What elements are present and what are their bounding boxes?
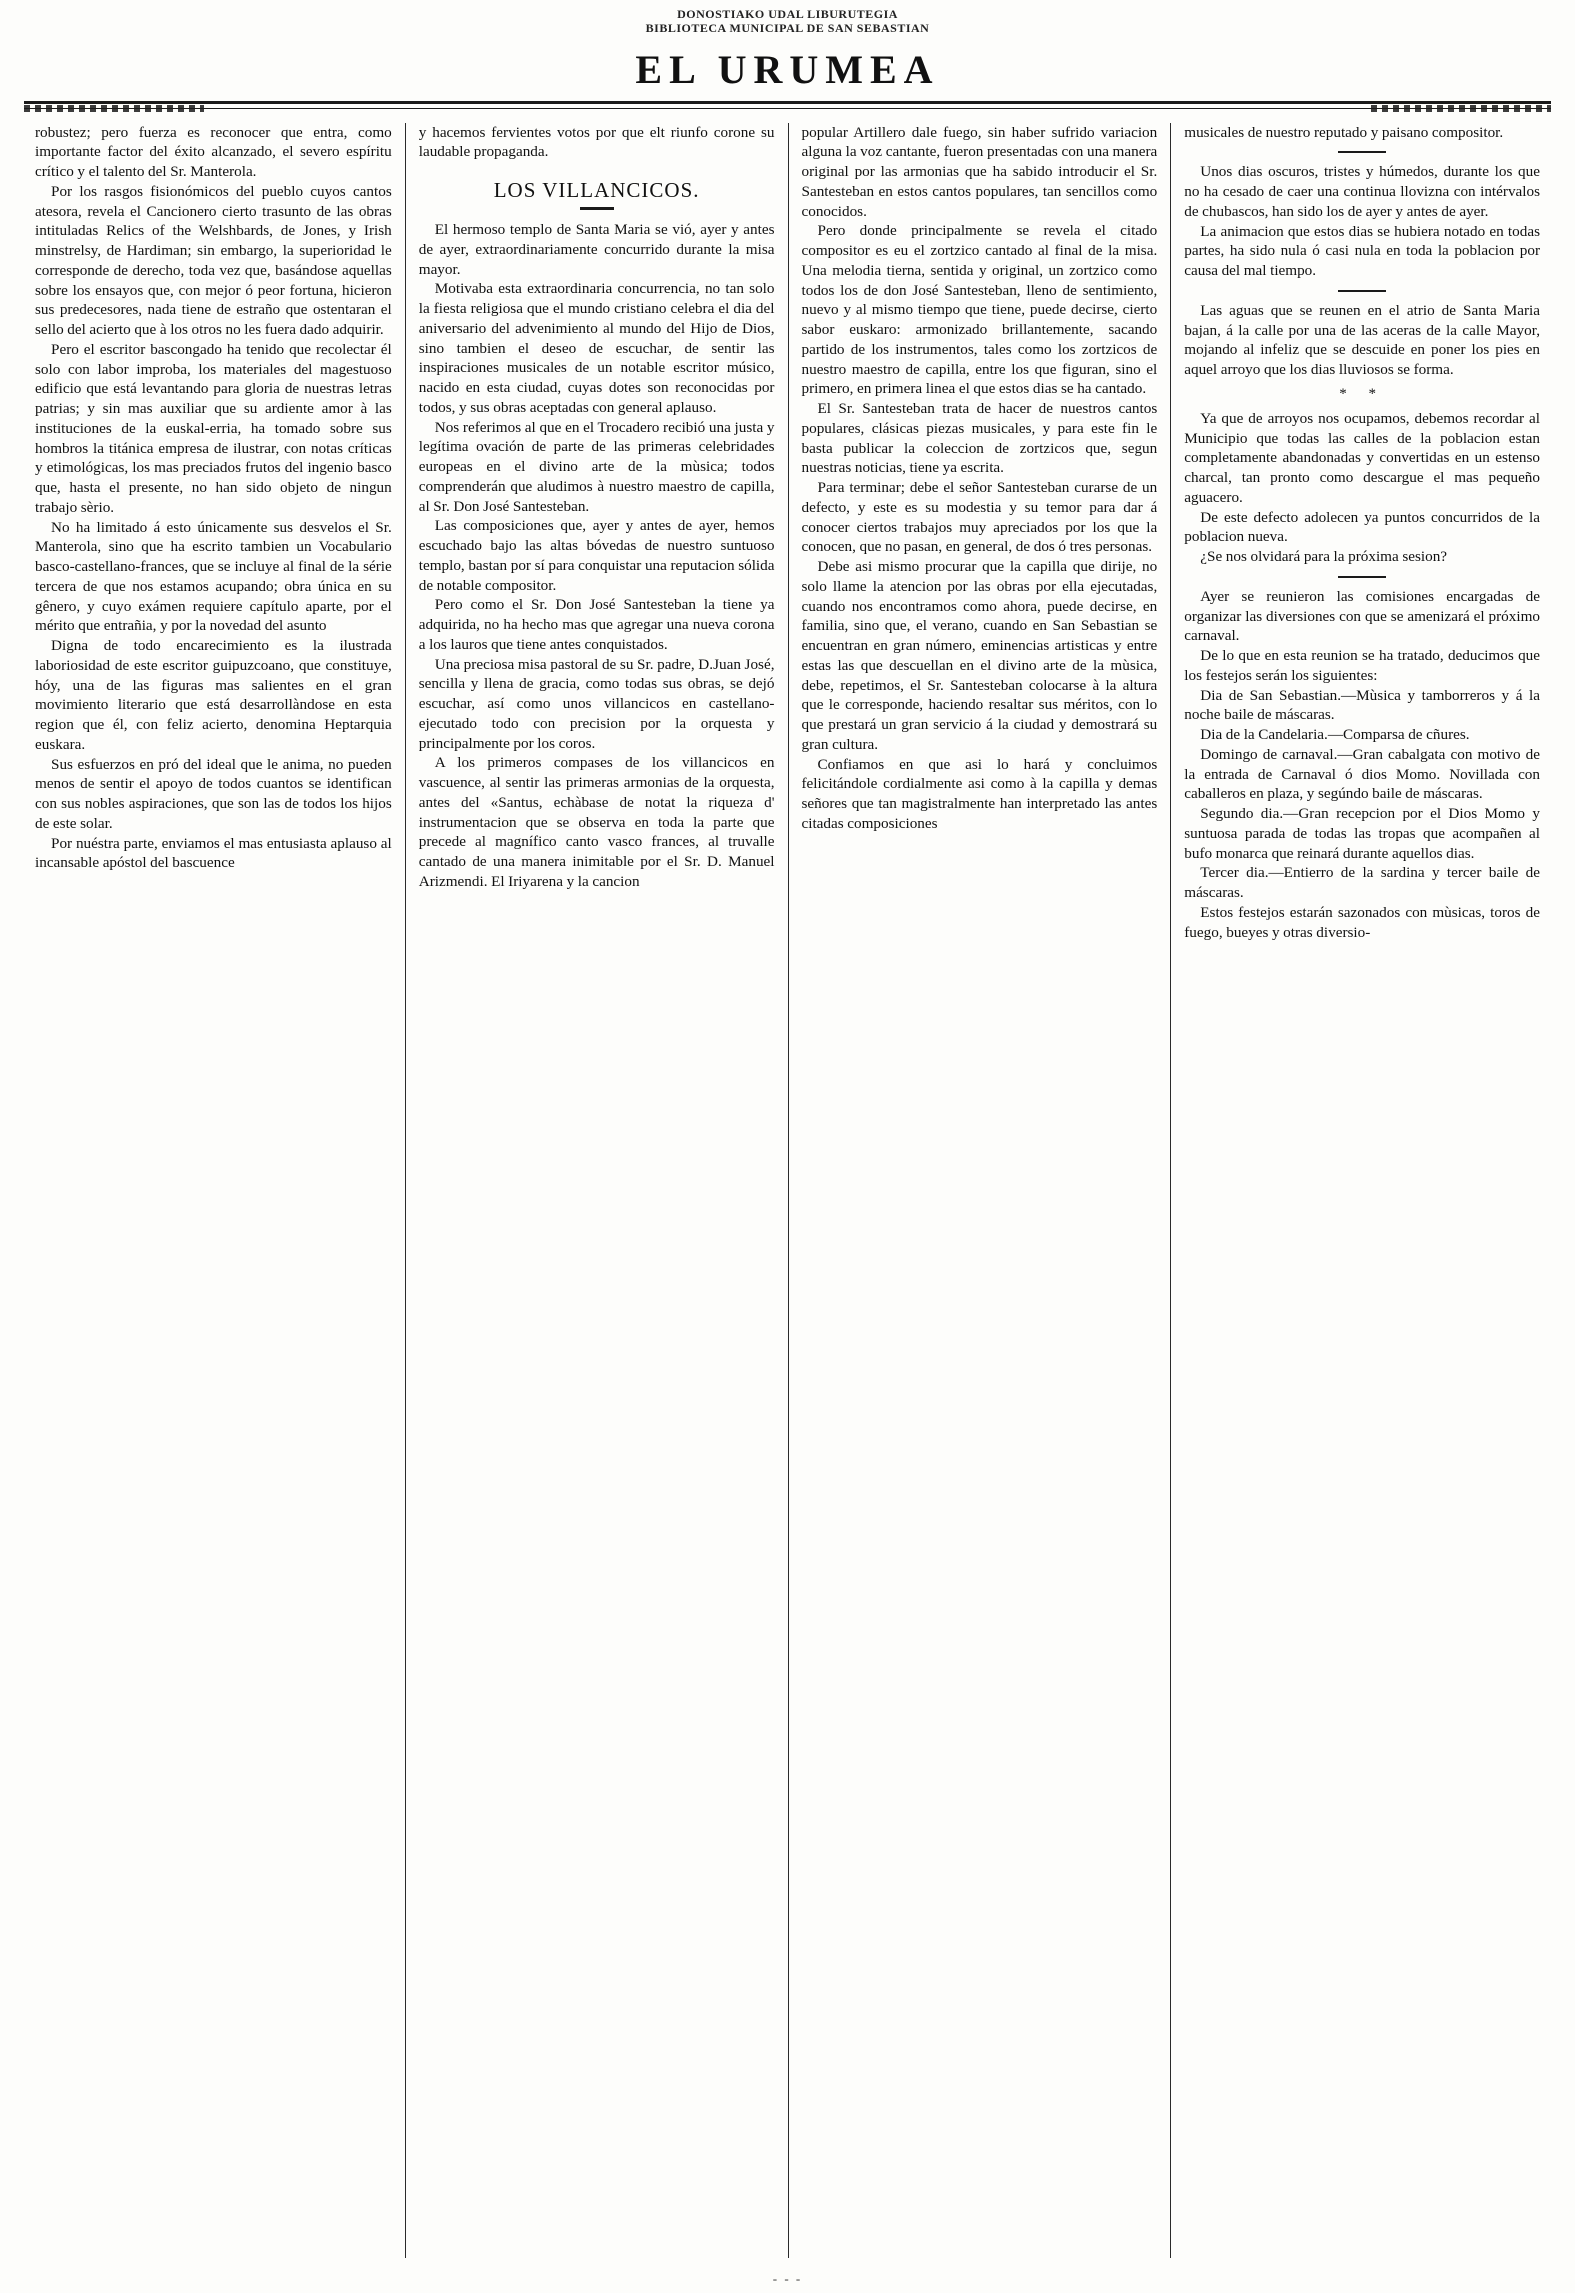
paragraph: Una preciosa misa pastoral de su Sr. padre, D.Juan José, sencilla y llena de gracia, como todas sus obras, se dejó escuchar, así como unos villancicos en castellano- ejecutado todo con precision por la orquesta y principalmente por los coros. (418, 655, 775, 752)
paragraph: Dia de San Sebastian.—Mùsica y tamborreros y á la noche baile de máscaras. (1184, 686, 1540, 724)
paragraph: Pero el escritor bascongado ha tenido que recolectar él solo con labor improba, los materiales del magestuoso edificio que está levantando para gloria de nuestras letras patrias; y sin mas auxiliar que su ardiente amor à las instituciones de la euskal-erria, ha tomado sobre sus hombros la titánica empresa de ilustrar, con notas críticas y etimológicas, los mas preciados frutos del ingenio basco que, hasta el presente, no han sido objeto de ningun trabajo sèrio. (35, 340, 392, 516)
paragraph: Ayer se reunieron las comisiones encargadas de organizar las diversiones con que se amenizará el próximo carnaval. (1184, 587, 1540, 645)
paragraph: popular Artillero dale fuego, sin haber sufrido variacion alguna la voz cantante, fueron presentadas con una manera original por las armonias que ha sabido introducir el Sr. Santesteban en estos cantos populares, tan sencillos como conocidos. (801, 123, 1158, 220)
library-stamp-line-1: DONOSTIAKO UDAL LIBURUTEGIA (677, 7, 898, 21)
paragraph: Tercer dia.—Entierro de la sardina y tercer baile de máscaras. (1184, 864, 1540, 902)
paragraph: Para terminar; debe el señor Santesteban curarse de un defecto, y este es su modestia y su temor para dar á conocer ciertos trabajos muy apreciados por los que la conocen, que no pasan, en general, de dos ó tres personas. (801, 479, 1158, 556)
star-separator: * * (1339, 385, 1385, 402)
paragraph: A los primeros compases de los villancicos en vascuence, al sentir las primeras armonias de la orquesta, antes del «Santus, echàbase de notat la riqueza d' instrumentacion que se observa en toda la parte que precede al magnífico canto vasco frances, al truvalle cantado de una manera inimitable por el Sr. D. Manuel Arizmendi. El Iriyarena y la cancion (418, 754, 775, 890)
rule-thick (24, 101, 1551, 104)
paragraph: Por los rasgos fisionómicos del pueblo cuyos cantos atesora, revela el Cancionero cierto trasunto de las obras intituladas Relics of the Welshbards, de Jones, y Irish minstrelsy, de Hardiman; sin embargo, la superioridad le corresponde de derecho, toda vez que, basándose aquellas sobre los ensayos que, con mejor ó peor fortuna, hicieron sus predecesores, nada tiene de estraño que ostentaran el sello del acierto que à los otros no les fuera dado adquirir. (35, 182, 392, 339)
paragraph: Unos dias oscuros, tristes y húmedos, durante los que no ha cesado de caer una continua llovizna con intérvalos de chubascos, han sido los de ayer y antes de ayer. (1184, 163, 1540, 220)
paragraph-separator (1338, 576, 1386, 578)
paper-title: EL URUMEA (635, 46, 940, 92)
page-footer-mark: - - - (772, 2271, 803, 2286)
paragraph: De lo que en esta reunion se ha tratado, deducimos que los festejos serán los siguientes: (1184, 647, 1540, 684)
paragraph: Segundo dia.—Gran recepcion por el Dios Momo y suntuosa parada de todas las tropas que acompañen al bufo monarca que reinará durante aquellos dias. (1184, 805, 1540, 862)
paragraph: Las composiciones que, ayer y antes de ayer, hemos escuchado bajo las altas bóvedas de nuestro suntuoso templo, bastan por sí para conquistar una reputacion sólida de notable compositor. (418, 517, 775, 594)
paragraph: Dia de la Candelaria.—Comparsa de cñures. (1200, 726, 1470, 744)
paragraph: Confiamos en que asi lo hará y concluimos felicitándole cordialmente asi como à la capilla y demas señores que tan magistralmente han interpretado las antes citadas composiciones (801, 755, 1158, 832)
paragraph: Domingo de carnaval.—Gran cabalgata con motivo de la entrada de Carnaval ó dios Momo. Novillada con caballeros en plaza, y segúndo baile de máscaras. (1184, 745, 1540, 803)
paragraph: Debe asi mismo procurar que la capilla que dirije, no solo llame la atencion por las obras por ella ejecutadas, cuando nos encontramos como ahora, puede decirse, en familia, sino que, el verano, cuando en San Sebastian se encuentran en gran número, eminencias artisticas y entre estas las que descuellan en el divino arte de la mùsica, debe, repetimos, el Sr. Santesteban colocarse à la altura que le corresponde, haciendo resaltar sus méritos, con lo que prestará un gran servicio á la ciudad y demostrará su gran cultura. (801, 558, 1158, 753)
paragraph: Nos referimos al que en el Trocadero recibió una justa y legítima ovación de parte de las primeras celebridades europeas en el divino arte de la mùsica; todos comprenderán que aludimos à nuestro maestro de capilla, al Sr. Don José Santesteban. (418, 418, 775, 515)
paragraph: El hermoso templo de Santa Maria se vió, ayer y antes de ayer, extraordinariamente concurrido durante la misa mayor. (418, 221, 775, 278)
paragraph: musicales de nuestro reputado y paisano compositor. (1184, 123, 1504, 141)
paragraph-separator (1338, 290, 1386, 292)
paragraph: No ha limitado á esto únicamente sus desvelos el Sr. Manterola, sino que ha escrito tambien un Vocabulario basco-castellano-frances, que se incluye al final de la série tercera de que nos estamos acupando; obra única en su gênero, y cuyo exámen requiere capítulo aparte, por el mérito que entrañia, y por la novedad del asunto (35, 518, 392, 635)
paragraph: Sus esfuerzos en pró del ideal que le anima, no pueden menos de sentir el apoyo de todos cuantos se identifican con sus nobles aspiraciones, que son las de todos los hijos de este solar. (35, 755, 392, 832)
paragraph: De este defecto adolecen ya puntos concurridos de la poblacion nueva. (1184, 508, 1540, 546)
paragraph: ¿Se nos olvidará para la próxima sesion? (1200, 548, 1448, 566)
library-stamp-line-2: BIBLIOTECA MUNICIPAL DE SAN SEBASTIAN (645, 20, 930, 35)
paragraph: Digna de todo encarecimiento es la ilustrada laboriosidad de este escritor guipuzcoano, que constituye, hóy, una de las figuras mas salientes en el gran movimiento literario que está desarrollàndose en esta region que él, con feliz acierto, denomina Heptarquia euskara. (35, 637, 392, 753)
masthead-rule (24, 99, 1551, 113)
paragraph: Las aguas que se reunen en el atrio de Santa Maria bajan, á la calle por una de las aceras de la calle Mayor, mojando al infeliz que se descuide en poner los pies en aquel arroyo que los dias lluviosos se forma. (1184, 301, 1540, 379)
column-3 (788, 123, 1171, 2258)
column-4 (1170, 123, 1553, 2258)
paragraph: Pero como el Sr. Don José Santesteban la tiene ya adquirida, no ha hecho mas que agregar una nueva corona a los lauros que tiene antes conquistados. (418, 596, 775, 653)
paragraph: robustez; pero fuerza es reconocer que entra, como importante factor del éxito alcanzado, el severo espíritu crítico y el talento del Sr. Manterola. (35, 123, 392, 181)
paragraph: Por nuéstra parte, enviamos el mas entusiasta aplauso al incansable apóstol del bascuence (35, 834, 392, 872)
rule-thin (24, 108, 1551, 109)
rule-ornament-right (1371, 105, 1551, 112)
article-columns (22, 123, 1553, 2258)
section-heading: LOS VILLANCICOS. (493, 178, 700, 203)
rule-ornament-left (24, 105, 204, 112)
paragraph: Pero donde principalmente se revela el citado compositor es eu el zortzico cantado al final de la misa. Una melodia tierna, sentida y original, un zortzico como todos los de don José Santesteban, lleno de sentimiento, nuevo y al mismo tiempo que tiene, puede decirse, cierto sabor euskaro: armonizado brillantemente, sacando partido de los instrumentos, tales como los zortzicos de nuestro maestro de capilla, entre los que figuran, sino el primero, en primera linea el que estos dias se ha cantado. (801, 222, 1158, 398)
paragraph: Estos festejos estarán sazonados con mùsicas, toros de fuego, bueyes y otras diversio- (1184, 903, 1540, 941)
paragraph: Motivaba esta extraordinaria concurrencia, no tan solo la fiesta religiosa que el mundo cristiano celebra el dia del aniversario del advenimiento al mundo del Hijo de Dios, sino tambien el deseo de escuchar, de sentir las inspiraciones musicales de un notable escritor músico, nacido en esta ciudad, cuyas dotes son reconocidas por todos, y sus obras aceptadas con general aplauso. (418, 280, 775, 416)
paragraph: Ya que de arroyos nos ocupamos, debemos recordar al Municipio que todas las calles de la poblacion estan completamente abandonadas y convertidas en un estenso charcal, tan pronto como descargue el mas pequeño aguacero. (1184, 409, 1540, 506)
masthead (0, 0, 1575, 113)
paragraph-separator (1338, 151, 1386, 153)
section-heading-rule (580, 207, 614, 210)
paragraph: La animacion que estos dias se hubiera notado en todas partes, ha sido nula ó casi nula en toda la poblacion por causa del mal tiempo. (1184, 222, 1540, 280)
column-1 (22, 123, 405, 2258)
paragraph: y hacemos fervientes votos por que elt riunfo corone su laudable propaganda. (418, 123, 775, 161)
column-2 (405, 123, 788, 2258)
paragraph: El Sr. Santesteban trata de hacer de nuestros cantos populares, clásicas piezas musicales, y para este fin le basta publicar la coleccion de zortzicos que, segun nuestras noticias, tiene ya escrita. (801, 400, 1158, 477)
